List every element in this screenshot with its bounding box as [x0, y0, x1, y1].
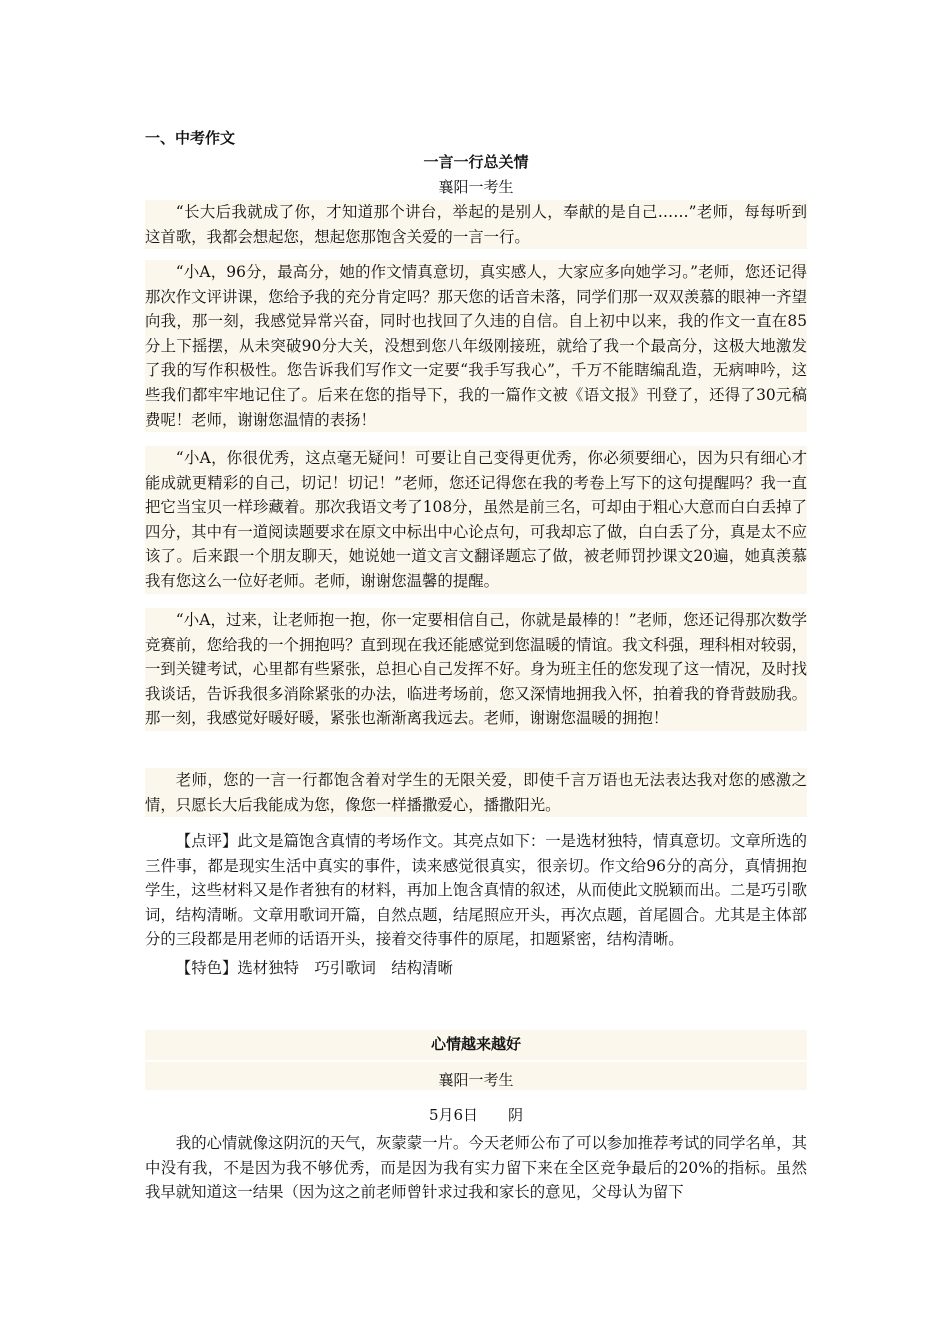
essay1-paragraph-1: “长大后我就成了你，才知道那个讲台，举起的是别人，奉献的是自己……”老师，每每听到这首歌，我都会想起您，想起您那饱含关爱的一言一行。: [145, 200, 807, 249]
essay1-paragraph-5: 老师，您的一言一行都饱含着对学生的无限关爱，即使千言万语也无法表达我对您的感激之情，只愿长大后我能成为您，像您一样播撒爱心，播撒阳光。: [145, 768, 807, 817]
essay1-author: 襄阳一考生: [438, 178, 514, 196]
comment-tag: 【点评】: [175, 832, 238, 850]
section-heading: 一、中考作文: [145, 129, 236, 147]
essay1-features: [145, 956, 807, 981]
feature-tag: 【特色】: [175, 959, 238, 977]
essay2-title: 心情越来越好: [145, 1030, 807, 1060]
comment-text: 此文是篇饱含真情的考场作文。其亮点如下：一是选材独特，情真意切。文章所选的三件事，都是现实生活中真实的事件，读来感觉很真实，很亲切。作文给96分的高分，真情拥抱学生，这些材料又是作者独有的材料，再加上饱含真情的叙述，从而使此文脱颖而出。二是巧引歌词，结构清晰。文章用歌词开篇，自然点题，结尾照应开头，再次点题，首尾圆合。尤其是主体部分的三段都是用老师的话语开头，接着交待事件的原尾，扣题紧密，结构清晰。: [145, 832, 807, 949]
essay1-title: 一言一行总关情: [423, 153, 529, 171]
essay2-dateline: 5月6日 阴: [428, 1106, 524, 1124]
essay2-author: 襄阳一考生: [145, 1062, 807, 1090]
feature-text: 选材独特 巧引歌词 结构清晰: [237, 959, 453, 977]
essay2-paragraph-1: 我的心情就像这阴沉的天气，灰蒙蒙一片。今天老师公布了可以参加推荐考试的同学名单，其中没有我，不是因为我不够优秀，而是因为我有实力留下来在全区竞争最后的20%的指标。虽然我早就知道这一结果（因为这之前老师曾针求过我和家长的意见，父母认为留下: [145, 1134, 807, 1202]
essay1-paragraph-4: “小A，过来，让老师抱一抱，你一定要相信自己，你就是最棒的！”老师，您还记得那次数学竞赛前，您给我的一个拥抱吗？直到现在我还能感觉到您温暖的情谊。我文科强，理科相对较弱，一到关键考试，心里都有些紧张，总担心自己发挥不好。身为班主任的您发现了这一情况，及时找我谈话，告诉我很多消除紧张的办法，临进考场前，您又深情地拥我入怀，拍着我的脊背鼓励我。那一刻，我感觉好暖好暖，紧张也渐渐离我远去。老师，谢谢您温暖的拥抱！: [145, 608, 807, 731]
essay1-paragraph-2: “小A，96分，最高分，她的作文情真意切，真实感人，大家应多向她学习。”老师，您还记得那次作文评讲课，您给予我的充分肯定吗？那天您的话音未落，同学们那一双双羡慕的眼神一齐望向我，那一刻，我感觉异常兴奋，同时也找回了久违的自信。自上初中以来，我的作文一直在85分上下摇摆，从未突破90分大关，没想到您八年级刚接班，就给了我一个最高分，这极大地激发了我的写作积极性。您告诉我们写作文一定要“我手写我心”，千万不能瞎编乱造，无病呻吟，这些我们都牢牢地记住了。后来在您的指导下，我的一篇作文被《语文报》刊登了，还得了30元稿费呢！老师，谢谢您温情的表扬！: [145, 260, 807, 432]
essay1-comment: [145, 829, 807, 952]
essay1-paragraph-3: “小A，你很优秀，这点毫无疑问！可要让自己变得更优秀，你必须要细心，因为只有细心才能成就更精彩的自己，切记！切记！”老师，您还记得您在我的考卷上写下的这句提醒吗？我一直把它当宝贝一样珍藏着。那次我语文考了108分，虽然是前三名，可却由于粗心大意而白白丢掉了四分，其中有一道阅读题要求在原文中标出中心论点句，可我却忘了做，白白丢了分，真是太不应该了。后来跟一个朋友聊天，她说她一道文言文翻译题忘了做，被老师罚抄课文20遍，她真羡慕我有您这么一位好老师。老师，谢谢您温馨的提醒。: [145, 446, 807, 594]
